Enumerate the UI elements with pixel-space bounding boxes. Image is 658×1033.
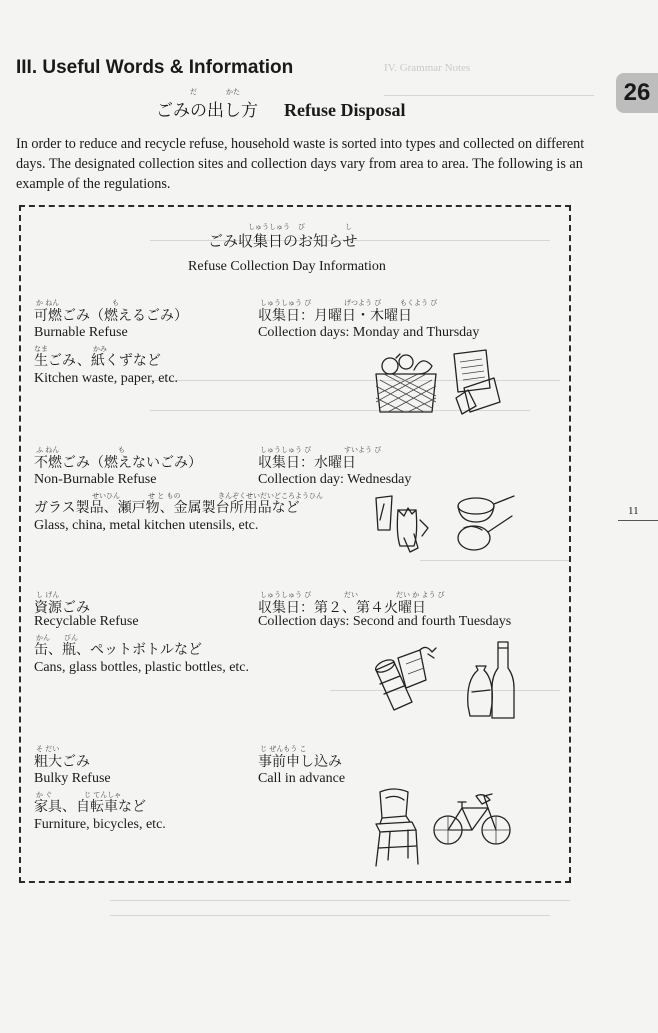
paper-icon: [446, 348, 502, 418]
cat4-day-en: Call in advance: [258, 771, 346, 786]
cat2-items-ruby-3: きんぞくせいだいどころようひん: [218, 492, 323, 500]
cat1-items-ruby-1: なま: [34, 345, 48, 353]
cat1-name-jp: 可燃ごみ（燃えるごみ）: [34, 308, 188, 324]
cat4-items-en: Furniture, bicycles, etc.: [34, 817, 166, 832]
heading-ruby-kata: かた: [226, 88, 240, 96]
cat4-name-jp: 粗大ごみ: [34, 754, 90, 770]
cat2-name-ruby-1: ふ ねん: [36, 446, 60, 454]
cat3-day-ruby-1: しゅうしゅう び: [260, 591, 312, 599]
cat1-day-ruby-1: しゅうしゅう び: [260, 299, 312, 307]
cat1-items-en: Kitchen waste, paper, etc.: [34, 371, 179, 386]
cat3-items-jp: 缶、瓶、ペットボトルなど: [34, 642, 202, 658]
section-title: III. Useful Words & Information: [16, 57, 294, 78]
cat3-day-ruby-2: だい: [344, 591, 358, 599]
cat3-items-en: Cans, glass bottles, plastic bottles, etc.: [34, 660, 250, 675]
heading-en: Refuse Disposal: [284, 100, 406, 120]
cat1-name-ruby-2: も: [112, 299, 119, 307]
box-title-ruby-2: び: [298, 223, 305, 231]
cat1-items-jp: 生ごみ、紙くずなど: [34, 353, 161, 369]
bottles-icon: [462, 636, 524, 722]
cat2-day-jp: 収集日：水曜日: [258, 455, 356, 471]
cat2-day-en: Collection day: Wednesday: [258, 472, 412, 487]
box-title-jp: ごみ収集日のお知らせ: [208, 232, 358, 250]
cat2-items-en: Glass, china, metal kitchen utensils, etc.: [34, 518, 259, 533]
side-page-number: 11: [628, 505, 639, 517]
cat2-name-en: Non-Burnable Refuse: [34, 472, 157, 487]
cat3-day-ruby-3: だい か よう び: [396, 591, 445, 599]
cans-icon: [370, 640, 440, 720]
cat3-name-en: Recyclable Refuse: [34, 614, 139, 629]
cat1-day-en: Collection days: Monday and Thursday: [258, 325, 480, 340]
cat4-day-jp: 事前申し込み: [258, 754, 342, 770]
cat1-name-en: Burnable Refuse: [34, 325, 128, 340]
cat3-items-ruby-2: びん: [64, 634, 78, 642]
cat3-day-jp: 収集日：第２、第４火曜日: [258, 600, 426, 616]
heading-ruby-da: だ: [190, 88, 197, 96]
cat1-name-ruby-1: か ねん: [36, 299, 60, 307]
cat1-day-jp: 収集日：月曜日・木曜日: [258, 308, 412, 324]
cat1-day-ruby-3: もくよう び: [400, 299, 438, 307]
cat2-name-jp: 不燃ごみ（燃えないごみ）: [34, 455, 202, 471]
cat3-items-ruby-1: かん: [36, 634, 50, 642]
cat2-items-jp: ガラス製品、瀬戸物、金属製台所用品など: [34, 500, 300, 516]
cat3-day-en: Collection days: Second and fourth Tuesdays: [258, 614, 512, 629]
cat4-items-ruby-2: じ てんしゃ: [84, 791, 122, 799]
broken-glass-icon: [370, 490, 432, 554]
bicycle-icon: [432, 790, 514, 848]
side-rule: [618, 520, 658, 521]
cat4-day-ruby-1: じ ぜんもう こ: [260, 745, 307, 753]
chair-icon: [370, 786, 426, 868]
box-title-ruby-3: し: [345, 223, 352, 231]
cat3-name-jp: 資源ごみ: [34, 600, 90, 616]
cat2-name-ruby-2: も: [118, 446, 125, 454]
box-title-ruby-1: しゅうしゅう: [248, 223, 290, 231]
cat4-name-en: Bulky Refuse: [34, 771, 111, 786]
cat1-items-ruby-2: かみ: [93, 345, 107, 353]
cat2-items-ruby-1: せいひん: [92, 492, 120, 500]
cat3-name-ruby-1: し げん: [36, 591, 60, 599]
cat4-items-ruby-1: か ぐ: [36, 791, 53, 799]
basket-icon: [370, 352, 442, 416]
heading: [156, 88, 406, 121]
intro-paragraph: In order to reduce and recycle refuse, household waste is sorted into types and collected on different days. The designated collection sites and collection days vary from area to area. The following is an example of the regulations.: [16, 136, 585, 192]
cat2-day-ruby-1: しゅうしゅう び: [260, 446, 312, 454]
cat2-day-ruby-2: すいよう び: [344, 446, 382, 454]
heading-jp: ごみの出し方: [156, 101, 258, 121]
frying-pan-icon: [452, 488, 518, 556]
cat4-name-ruby-1: そ だい: [36, 745, 60, 753]
chapter-tab: 26: [616, 73, 658, 113]
cat4-items-jp: 家具、自転車など: [34, 799, 146, 815]
cat2-items-ruby-2: せ と もの: [148, 492, 181, 500]
box-title-en: Refuse Collection Day Information: [188, 259, 386, 274]
cat1-day-ruby-2: げつよう び: [344, 299, 382, 307]
